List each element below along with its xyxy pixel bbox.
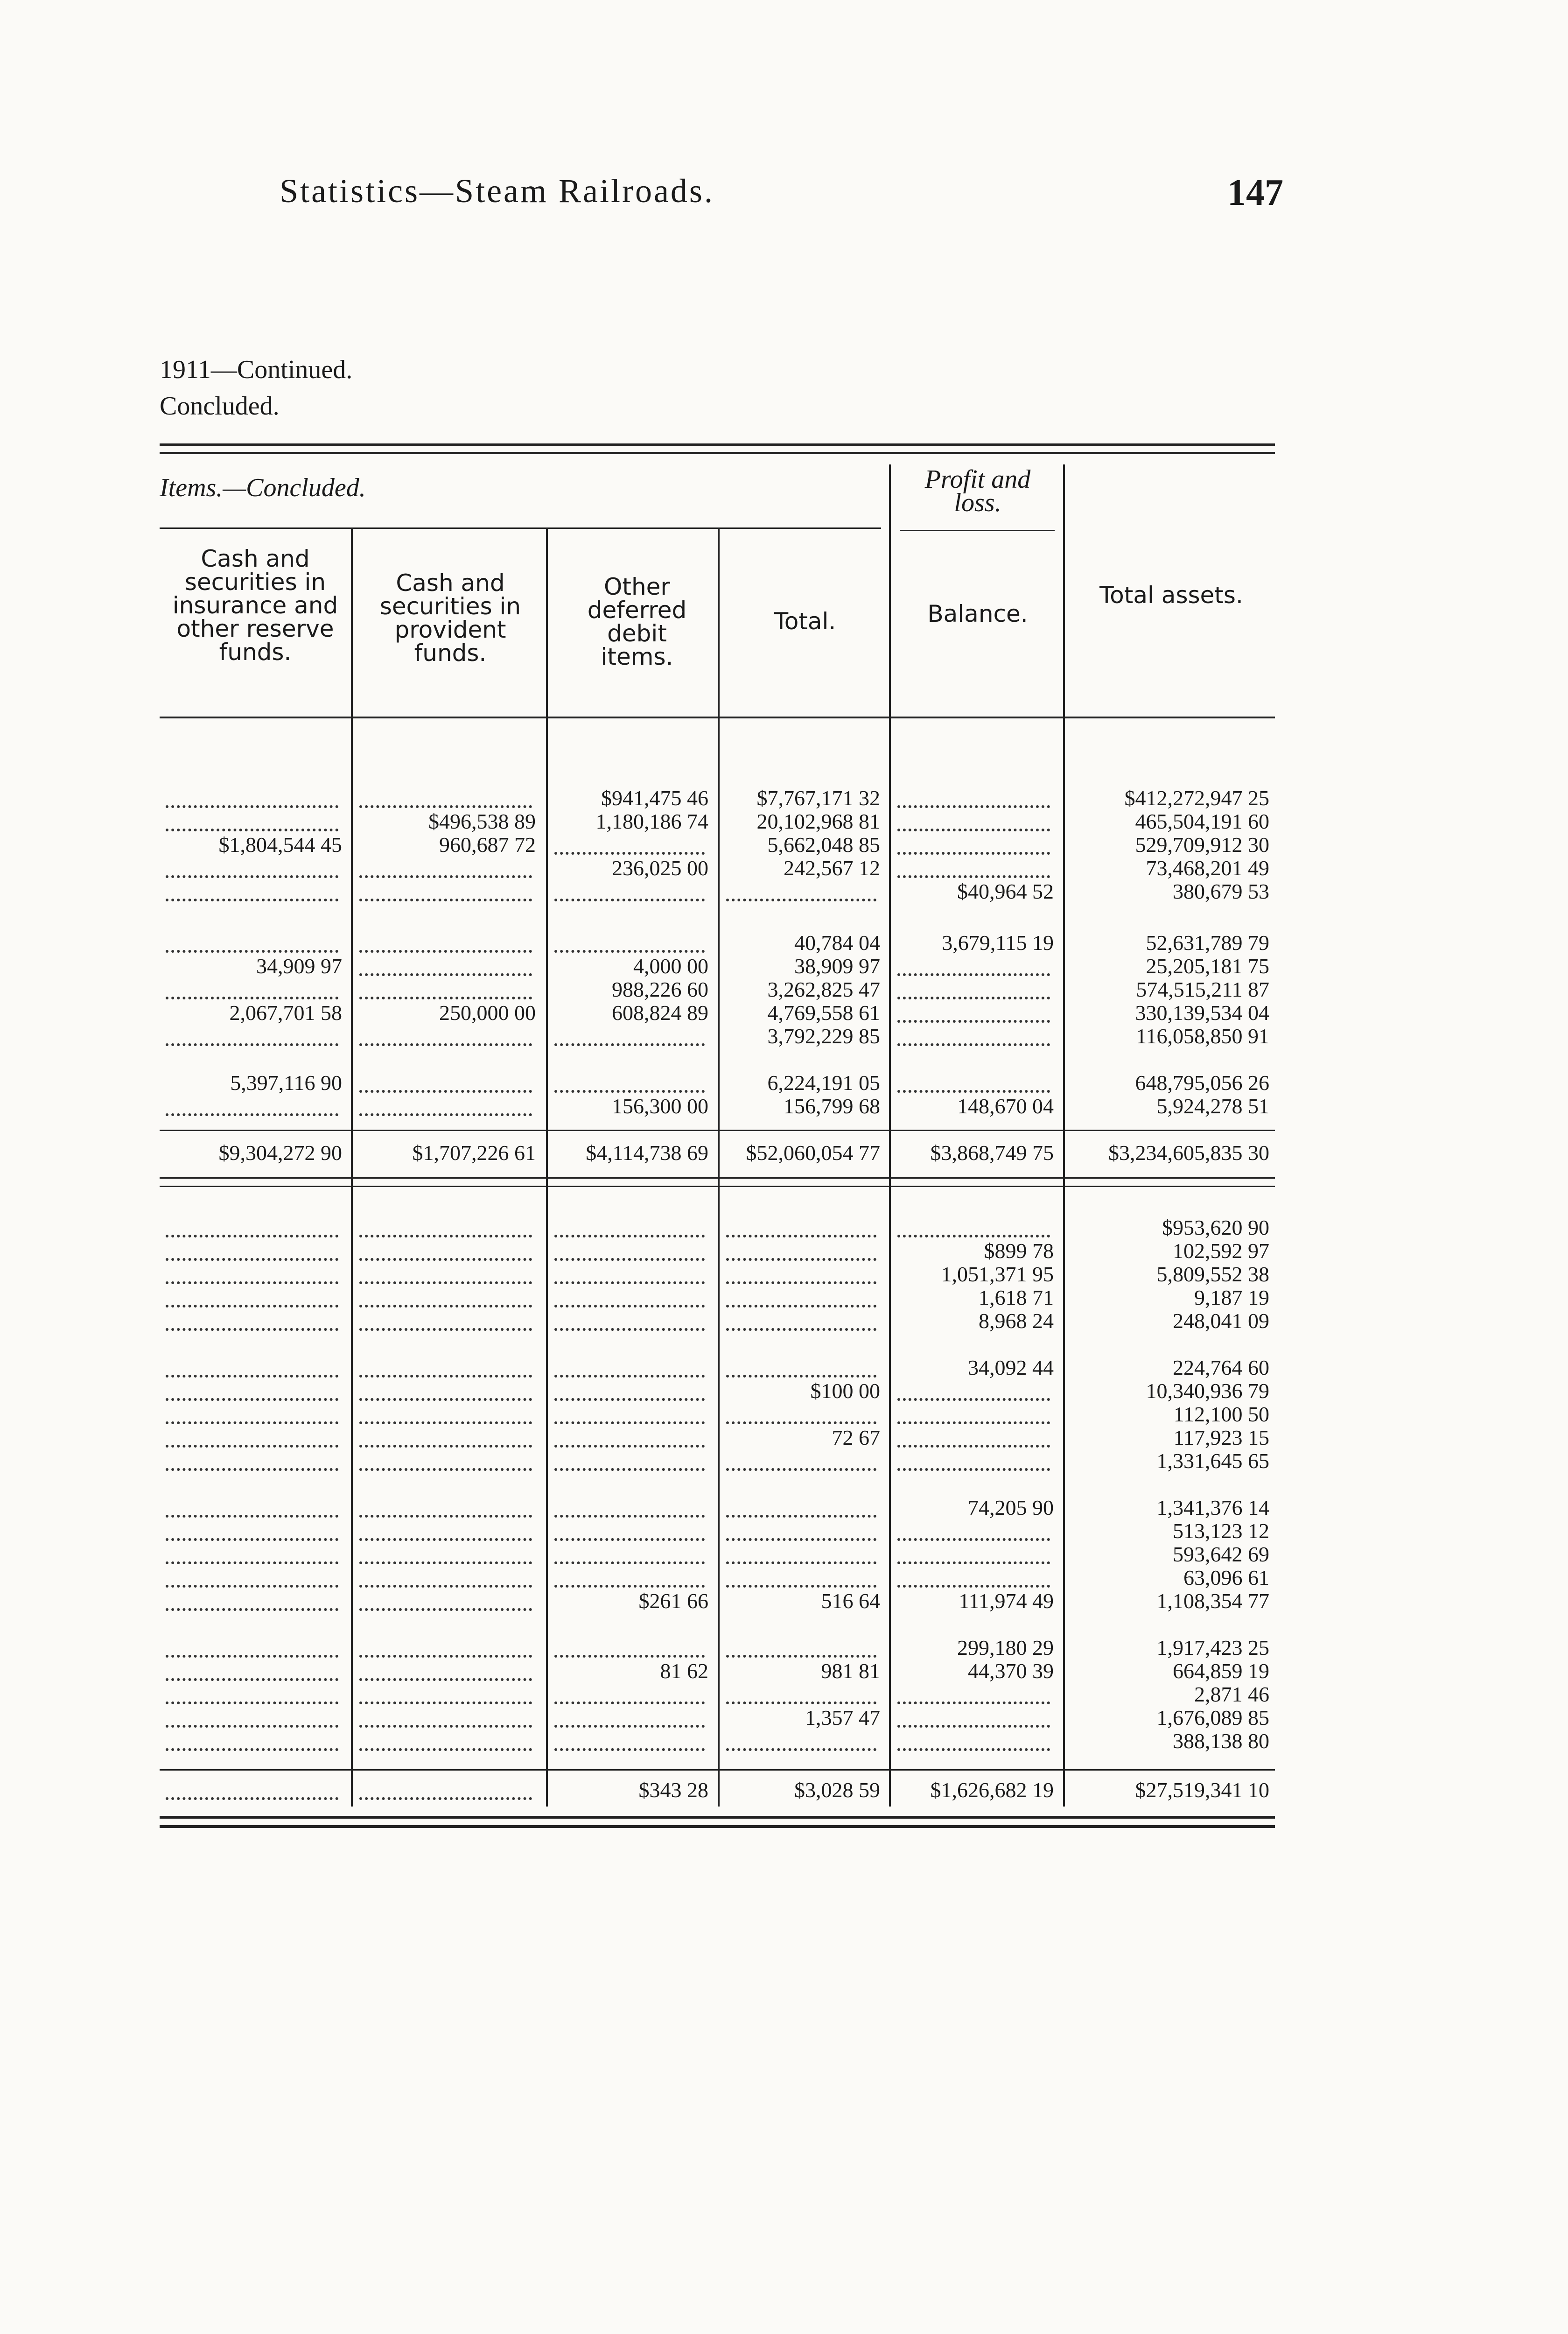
running-title: Statistics—Steam Railroads.: [280, 172, 714, 210]
section1-total-rule-bottom: [160, 1177, 1275, 1179]
leader-dots: [554, 1561, 705, 1588]
section1-total-rule-top: [160, 1130, 1275, 1131]
leader-dots: [166, 1211, 338, 1237]
section1-cell-total-assets: 116,058,850 91: [1136, 1024, 1269, 1048]
section2-cell-total-assets: 224,764 60: [1173, 1356, 1269, 1379]
leader-dots: [166, 1421, 338, 1448]
leader-dots: [359, 1678, 532, 1704]
page-number: 147: [1227, 172, 1283, 213]
col-header-total: Total.: [774, 608, 836, 635]
leader-dots: [726, 1351, 876, 1378]
leader-dots: [359, 1398, 532, 1424]
leader-dots: [554, 1375, 705, 1401]
col-sep-4: [889, 719, 891, 1807]
leader-dots: [897, 1701, 1050, 1728]
section1-cell-provident-funds: 250,000 00: [439, 1001, 536, 1025]
header-bottom-rule: [160, 717, 1275, 718]
leader-dots: [897, 1211, 1050, 1237]
section1-cell-provident-funds: $496,538 89: [428, 809, 536, 833]
leader-dots: [166, 1375, 338, 1401]
profit-group-right: [1063, 464, 1065, 719]
section1-cell-total: 38,909 97: [794, 954, 880, 978]
leader-dots: [166, 1515, 338, 1541]
leader-dots: [359, 1211, 532, 1237]
leader-dots: [554, 927, 705, 953]
leader-dots: [554, 1398, 705, 1424]
section1-total-total-assets: $3,234,605,835 30: [1108, 1141, 1269, 1165]
section1-cell-balance: 3,679,115 19: [942, 931, 1054, 955]
col-sep-1: [351, 527, 353, 1807]
leader-dots: [166, 1020, 338, 1046]
section2-cell-total: $100 00: [810, 1379, 880, 1403]
leader-dots: [554, 1258, 705, 1284]
leader-dots: [166, 875, 338, 901]
section1-cell-total: 20,102,968 81: [756, 809, 880, 833]
leader-dots: [726, 1281, 876, 1308]
section2-cell-total-assets: 117,923 15: [1173, 1426, 1269, 1449]
section2-cell-deferred-debit: 81 62: [660, 1659, 708, 1683]
col-header-insurance-funds: Cash and securities in insurance and other reserve funds.: [172, 545, 338, 666]
leader-dots: [726, 1561, 876, 1588]
section1-total-rule-bottom-2: [160, 1186, 1275, 1187]
leader-dots: [166, 1090, 338, 1116]
section1-total-total: $52,060,054 77: [746, 1141, 880, 1165]
section1-cell-total: $7,767,171 32: [756, 786, 880, 810]
leader-dots: [897, 997, 1050, 1023]
section1-cell-total-assets: 529,709,912 30: [1135, 833, 1269, 857]
leader-dots: [554, 1421, 705, 1448]
section2-cell-balance: 8,968 24: [979, 1309, 1054, 1333]
section2-total-balance: $1,626,682 19: [930, 1778, 1054, 1802]
section1-cell-total-assets: 73,468,201 49: [1146, 856, 1269, 880]
section1-cell-total: 6,224,191 05: [767, 1071, 880, 1095]
leader-dots: [359, 1655, 532, 1681]
section1-cell-total: 3,792,229 85: [767, 1024, 880, 1048]
leader-dots: [726, 1538, 876, 1564]
top-rule: [160, 443, 1275, 446]
section2-cell-total-assets: 1,341,376 14: [1156, 1496, 1269, 1519]
section1-cell-total: 242,567 12: [784, 856, 880, 880]
leader-dots: [726, 1678, 876, 1704]
leader-dots: [166, 1445, 338, 1471]
section1-total-provident-funds: $1,707,226 61: [412, 1141, 536, 1165]
section2-cell-balance: 1,051,371 95: [941, 1262, 1054, 1286]
section1-cell-total-assets: $412,272,947 25: [1124, 786, 1269, 810]
section1-cell-total-assets: 465,504,191 60: [1135, 809, 1269, 833]
section1-cell-deferred-debit: 4,000 00: [633, 954, 708, 978]
leader-dots: [554, 1515, 705, 1541]
leader-dots: [897, 1020, 1050, 1046]
section1-cell-total: 4,769,558 61: [767, 1001, 880, 1025]
section2-cell-total-assets: 1,676,089 85: [1156, 1706, 1269, 1729]
leader-dots: [554, 1305, 705, 1331]
section1-cell-insurance-funds: $1,804,544 45: [218, 833, 342, 857]
section1-cell-balance: 148,670 04: [957, 1094, 1054, 1118]
leader-dots: [359, 1351, 532, 1378]
leader-dots: [359, 1020, 532, 1046]
section2-cell-total-assets: 1,917,423 25: [1156, 1636, 1269, 1659]
leader-dots: [554, 1020, 705, 1046]
leader-dots: [554, 1678, 705, 1704]
leader-dots: [166, 1561, 338, 1588]
leader-dots: [359, 1631, 532, 1658]
leader-dots: [166, 973, 338, 999]
leader-dots: [166, 1258, 338, 1284]
leader-dots: [166, 1491, 338, 1518]
section1-total-insurance-funds: $9,304,272 90: [218, 1141, 342, 1165]
bottom-rule: [160, 1816, 1275, 1819]
section1-cell-total: 5,662,048 85: [767, 833, 880, 857]
leader-dots: [897, 1445, 1050, 1471]
leader-dots: [359, 927, 532, 953]
section1-cell-total-assets: 574,515,211 87: [1136, 977, 1269, 1001]
leader-dots: [897, 1515, 1050, 1541]
leader-dots: [726, 875, 876, 901]
leader-dots: [359, 1067, 532, 1093]
leader-dots: [897, 829, 1050, 855]
leader-dots: [359, 1375, 532, 1401]
leader-dots: [359, 852, 532, 878]
col-sep-3: [718, 527, 720, 1807]
section2-cell-total-assets: 513,123 12: [1173, 1519, 1269, 1543]
leader-dots: [726, 1235, 876, 1261]
leader-dots: [359, 1561, 532, 1588]
section1-cell-insurance-funds: 34,909 97: [256, 954, 342, 978]
section2-cell-total-assets: 593,642 69: [1173, 1542, 1269, 1566]
section1-cell-total-assets: 25,205,181 75: [1146, 954, 1269, 978]
leader-dots: [897, 1067, 1050, 1093]
leader-dots: [726, 1515, 876, 1541]
group-header-items: Items.—Concluded.: [160, 473, 366, 502]
leader-dots: [554, 1067, 705, 1093]
leader-dots: [554, 1725, 705, 1751]
leader-dots: [554, 1351, 705, 1378]
leader-dots: [897, 1725, 1050, 1751]
concluded-line: Concluded.: [160, 392, 280, 421]
leader-dots: [166, 1398, 338, 1424]
leader-dots: [166, 805, 338, 831]
leader-dots: [554, 1631, 705, 1658]
section1-cell-deferred-debit: 608,824 89: [612, 1001, 708, 1025]
section2-cell-total-assets: 2,871 46: [1194, 1682, 1269, 1706]
leader-dots: [359, 1258, 532, 1284]
profit-group-rule: [900, 530, 1055, 531]
col-sep-2: [546, 527, 548, 1807]
section2-cell-total-assets: $953,620 90: [1162, 1216, 1269, 1239]
leader-dots: [897, 1421, 1050, 1448]
leader-dots: [897, 1538, 1050, 1564]
leader-dots: [554, 1235, 705, 1261]
leader-dots: [359, 1774, 532, 1800]
section2-cell-total-assets: 664,859 19: [1173, 1659, 1269, 1683]
leader-dots: [166, 1655, 338, 1681]
leader-dots: [359, 1445, 532, 1471]
section2-cell-total-assets: 1,331,645 65: [1156, 1449, 1269, 1473]
section1-cell-insurance-funds: 2,067,701 58: [229, 1001, 342, 1025]
section2-cell-balance: 44,370 39: [968, 1659, 1054, 1683]
section2-cell-balance: 111,974 49: [959, 1589, 1054, 1613]
section1-cell-deferred-debit: 1,180,186 74: [595, 809, 708, 833]
section2-cell-total: 72 67: [832, 1426, 880, 1449]
leader-dots: [359, 875, 532, 901]
section2-cell-balance: 299,180 29: [957, 1636, 1054, 1659]
leader-dots: [359, 782, 532, 808]
leader-dots: [359, 1235, 532, 1261]
section2-total-total: $3,028 59: [794, 1778, 880, 1802]
leader-dots: [897, 1375, 1050, 1401]
section2-cell-total-assets: 1,108,354 77: [1156, 1589, 1269, 1613]
leader-dots: [554, 875, 705, 901]
items-group-rule: [160, 527, 881, 529]
section2-cell-balance: $899 78: [984, 1239, 1054, 1263]
section1-cell-total: 40,784 04: [794, 931, 880, 955]
leader-dots: [726, 1491, 876, 1518]
leader-dots: [166, 1725, 338, 1751]
section1-total-balance: $3,868,749 75: [930, 1141, 1054, 1165]
leader-dots: [359, 1421, 532, 1448]
leader-dots: [166, 1538, 338, 1564]
leader-dots: [554, 1445, 705, 1471]
leader-dots: [166, 927, 338, 953]
col-sep-5: [1063, 719, 1065, 1807]
leader-dots: [554, 1491, 705, 1518]
section2-cell-balance: 34,092 44: [968, 1356, 1054, 1379]
leader-dots: [166, 1281, 338, 1308]
leader-dots: [554, 1538, 705, 1564]
section2-cell-total: 981 81: [821, 1659, 880, 1683]
section2-total-total-assets: $27,519,341 10: [1135, 1778, 1269, 1802]
section2-total-deferred-debit: $343 28: [638, 1778, 708, 1802]
section2-cell-balance: 74,205 90: [968, 1496, 1054, 1519]
profit-group-left: [889, 464, 891, 719]
section1-cell-total: 156,799 68: [784, 1094, 880, 1118]
leader-dots: [726, 1445, 876, 1471]
section1-cell-total-assets: 648,795,056 26: [1135, 1071, 1269, 1095]
section2-cell-total: 1,357 47: [805, 1706, 880, 1729]
group-header-profit-and-loss: Profit and loss.: [924, 465, 1031, 517]
section2-cell-total-assets: 10,340,936 79: [1146, 1379, 1269, 1403]
section1-cell-deferred-debit: $941,475 46: [601, 786, 708, 810]
leader-dots: [897, 1678, 1050, 1704]
leader-dots: [359, 1305, 532, 1331]
year-line: 1911—Continued.: [160, 355, 353, 384]
section1-cell-total-assets: 5,924,278 51: [1156, 1094, 1269, 1118]
leader-dots: [726, 1631, 876, 1658]
leader-dots: [359, 1491, 532, 1518]
leader-dots: [166, 1305, 338, 1331]
leader-dots: [554, 1211, 705, 1237]
section2-cell-total-assets: 248,041 09: [1173, 1309, 1269, 1333]
section2-cell-deferred-debit: $261 66: [638, 1589, 708, 1613]
leader-dots: [554, 829, 705, 855]
leader-dots: [359, 1538, 532, 1564]
col-header-deferred-debit: Other deferred debit items.: [587, 573, 687, 670]
section1-cell-provident-funds: 960,687 72: [439, 833, 536, 857]
leader-dots: [359, 1585, 532, 1611]
leader-dots: [726, 1258, 876, 1284]
leader-dots: [897, 782, 1050, 808]
section2-cell-total: 516 64: [821, 1589, 880, 1613]
col-header-total-assets: Total assets.: [1099, 582, 1243, 609]
leader-dots: [359, 1090, 532, 1116]
section1-cell-total-assets: 380,679 53: [1173, 879, 1269, 903]
section1-cell-deferred-debit: 156,300 00: [612, 1094, 708, 1118]
col-header-balance: Balance.: [927, 600, 1028, 627]
leader-dots: [726, 1211, 876, 1237]
col-header-provident-funds: Cash and securities in provident funds.: [379, 569, 521, 667]
leader-dots: [359, 950, 532, 976]
leader-dots: [359, 973, 532, 999]
leader-dots: [166, 1678, 338, 1704]
section2-cell-total-assets: 112,100 50: [1173, 1402, 1269, 1426]
section2-cell-total-assets: 388,138 80: [1173, 1729, 1269, 1753]
section2-cell-total-assets: 102,592 97: [1173, 1239, 1269, 1263]
leader-dots: [897, 1398, 1050, 1424]
leader-dots: [897, 973, 1050, 999]
leader-dots: [166, 1701, 338, 1728]
section1-cell-total-assets: 330,139,534 04: [1135, 1001, 1269, 1025]
leader-dots: [897, 950, 1050, 976]
leader-dots: [166, 1774, 338, 1800]
leader-dots: [166, 1351, 338, 1378]
section2-total-rule: [160, 1769, 1275, 1771]
leader-dots: [726, 1725, 876, 1751]
section2-cell-total-assets: 9,187 19: [1194, 1286, 1269, 1309]
leader-dots: [166, 782, 338, 808]
leader-dots: [897, 805, 1050, 831]
leader-dots: [359, 1725, 532, 1751]
leader-dots: [726, 1305, 876, 1331]
leader-dots: [359, 1515, 532, 1541]
section2-cell-total-assets: 63,096 61: [1183, 1566, 1269, 1589]
section1-cell-balance: $40,964 52: [957, 879, 1054, 903]
leader-dots: [166, 852, 338, 878]
leader-dots: [897, 1561, 1050, 1588]
leader-dots: [359, 1281, 532, 1308]
leader-dots: [166, 1631, 338, 1658]
section1-cell-deferred-debit: 988,226 60: [612, 977, 708, 1001]
section1-cell-deferred-debit: 236,025 00: [612, 856, 708, 880]
leader-dots: [554, 1281, 705, 1308]
bottom-rule-2: [160, 1825, 1275, 1828]
section1-cell-total: 3,262,825 47: [767, 977, 880, 1001]
leader-dots: [166, 1235, 338, 1261]
section1-total-deferred-debit: $4,114,738 69: [586, 1141, 708, 1165]
leader-dots: [897, 852, 1050, 878]
leader-dots: [554, 1701, 705, 1728]
section2-cell-total-assets: 5,809,552 38: [1156, 1262, 1269, 1286]
leader-dots: [359, 1701, 532, 1728]
section2-cell-balance: 1,618 71: [979, 1286, 1054, 1309]
top-rule-2: [160, 452, 1275, 454]
leader-dots: [166, 1585, 338, 1611]
section1-cell-insurance-funds: 5,397,116 90: [230, 1071, 342, 1095]
section1-cell-total-assets: 52,631,789 79: [1146, 931, 1269, 955]
leader-dots: [726, 1398, 876, 1424]
